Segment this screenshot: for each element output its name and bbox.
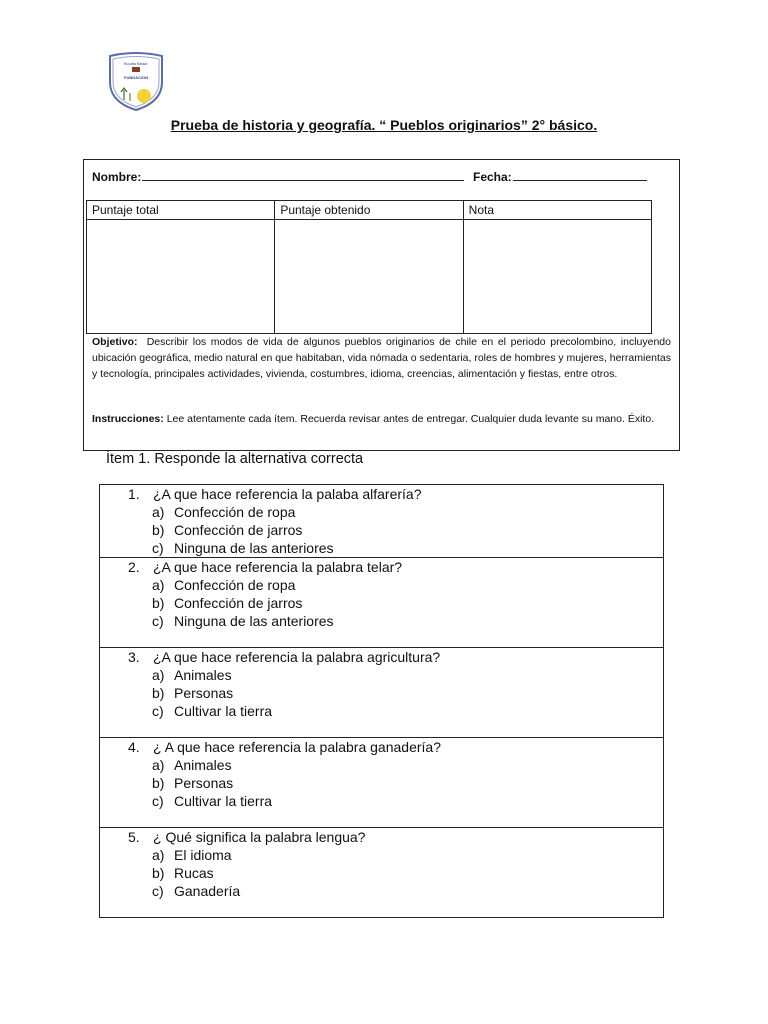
answer-option[interactable] [100, 846, 663, 864]
option-text: Animales [174, 757, 232, 773]
fecha-field[interactable] [513, 168, 647, 181]
option-letter: b) [152, 865, 165, 881]
option-text: Animales [174, 667, 232, 683]
questions-table [99, 484, 664, 918]
logo-text-top: Escuela Básica [124, 62, 148, 66]
question-number: 3. [128, 649, 140, 665]
answer-option[interactable] [100, 774, 663, 792]
answer-option[interactable] [100, 684, 663, 702]
score-col-nota: Nota [463, 201, 651, 220]
answer-option[interactable] [100, 864, 663, 882]
option-text: Ninguna de las anteriores [174, 540, 334, 556]
question-number: 1. [128, 486, 140, 502]
question-cell [100, 647, 663, 737]
fecha-label: Fecha: [473, 170, 512, 184]
answer-option[interactable] [100, 594, 663, 612]
option-letter: c) [152, 883, 164, 899]
question-cell [100, 737, 663, 827]
question-line [100, 738, 663, 756]
instrucciones-text: Lee atentamente cada ítem. Recuerda revisar antes de entregar. Cualquier duda levante su mano. Éxito. [166, 413, 655, 425]
answer-option[interactable] [100, 612, 663, 630]
answer-option[interactable] [100, 666, 663, 684]
option-letter: b) [152, 775, 165, 791]
nombre-label: Nombre: [92, 170, 142, 184]
question-cell [100, 485, 663, 557]
score-cell-total[interactable] [87, 220, 275, 334]
option-letter: a) [152, 847, 165, 863]
score-table [86, 200, 652, 334]
answer-option[interactable] [100, 702, 663, 720]
option-text: Confección de ropa [174, 504, 296, 520]
option-letter: a) [152, 757, 165, 773]
option-letter: c) [152, 793, 164, 809]
answer-option[interactable] [100, 576, 663, 594]
option-letter: a) [152, 504, 165, 520]
option-letter: c) [152, 703, 164, 719]
answer-option[interactable] [100, 521, 663, 539]
question-number: 4. [128, 739, 140, 755]
score-cell-nota[interactable] [463, 220, 651, 334]
option-text: Personas [174, 775, 234, 791]
option-text: Personas [174, 685, 234, 701]
score-cell-obtenido[interactable] [275, 220, 463, 334]
question-text: ¿A que hace referencia la palabra agricultura? [153, 649, 441, 665]
answer-option[interactable] [100, 882, 663, 900]
nombre-field[interactable] [142, 168, 464, 181]
option-text: El idioma [174, 847, 232, 863]
option-letter: b) [152, 522, 165, 538]
option-text: Rucas [174, 865, 214, 881]
instrucciones-label: Instrucciones: [92, 413, 164, 425]
option-text: Confección de jarros [174, 595, 303, 611]
option-text: Cultivar la tierra [174, 703, 273, 719]
nombre-row [92, 168, 464, 184]
item-label: Ítem 1. Responde la alternativa correcta [106, 451, 364, 467]
option-letter: c) [152, 613, 164, 629]
option-text: Ganadería [174, 883, 241, 899]
answer-option[interactable] [100, 503, 663, 521]
answer-option[interactable] [100, 539, 663, 557]
answer-option[interactable] [100, 792, 663, 810]
question-line [100, 558, 663, 576]
score-col-obtenido: Puntaje obtenido [275, 201, 463, 220]
page-title: Prueba de historia y geografía. “ Pueblos originarios” 2° básico. [170, 117, 598, 133]
question-line [100, 648, 663, 666]
option-letter: a) [152, 667, 165, 683]
fecha-row [473, 168, 647, 184]
question-cell [100, 557, 663, 647]
school-logo [104, 52, 168, 112]
question-number: 2. [128, 559, 140, 575]
option-text: Confección de ropa [174, 577, 296, 593]
score-col-total: Puntaje total [87, 201, 275, 220]
option-text: Cultivar la tierra [174, 793, 273, 809]
question-text: ¿A que hace referencia la palaba alfarería? [153, 486, 422, 502]
answer-option[interactable] [100, 756, 663, 774]
objetivo-paragraph [92, 334, 671, 382]
logo-text-mid: FUNDACION [124, 75, 148, 80]
objetivo-label: Objetivo: [92, 336, 138, 348]
question-line [100, 828, 663, 846]
question-text: ¿A que hace referencia la palabra telar? [153, 559, 403, 575]
question-text: ¿ Qué significa la palabra lengua? [153, 829, 366, 845]
question-cell [100, 827, 663, 917]
question-line [100, 485, 663, 503]
option-text: Confección de jarros [174, 522, 303, 538]
instrucciones-paragraph [92, 411, 671, 428]
option-letter: c) [152, 540, 164, 556]
option-letter: b) [152, 685, 165, 701]
question-number: 5. [128, 829, 140, 845]
option-letter: b) [152, 595, 165, 611]
objetivo-text: Describir los modos de vida de algunos pueblos originarios de chile en el periodo precolombino, incluyendo ubicación geográfica, medio natural en que habitaban, vida nómada o sedentaria, roles de hombres y mujeres, herramientas y tecnología, principales actividades, vivienda, costumbres, idioma, creencias, alimentación y fiestas, entre otros. [92, 336, 672, 380]
option-text: Ninguna de las anteriores [174, 613, 334, 629]
option-letter: a) [152, 577, 165, 593]
question-text: ¿ A que hace referencia la palabra ganadería? [153, 739, 441, 755]
